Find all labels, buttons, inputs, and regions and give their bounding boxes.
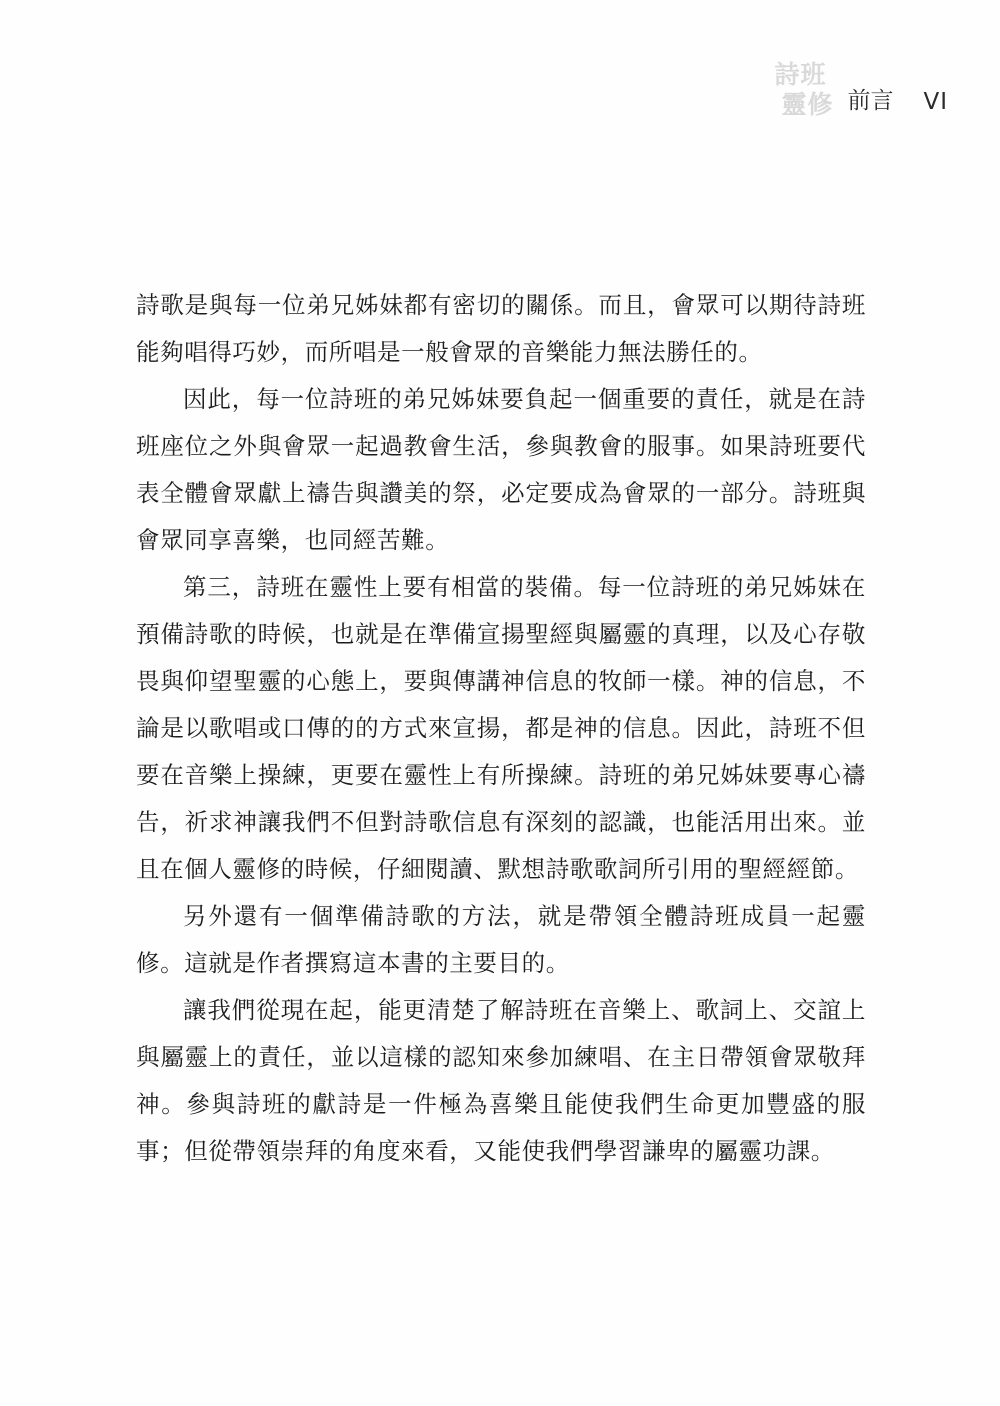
page-number: VI: [923, 89, 948, 115]
paragraph: 另外還有一個準備詩歌的方法，就是帶領全體詩班成員一起靈修。這就是作者撰寫這本書的主要目的。: [136, 902, 866, 977]
running-head: [767, 62, 948, 117]
paragraph: 讓我們從現在起，能更清楚了解詩班在音樂上、歌詞上、交誼上與屬靈上的責任，並以這樣的認知來參加練唱、在主日帶領會眾敬拜神。參與詩班的獻詩是一件極為喜樂且能使我們生命更加豐盛的服事；但從帶領崇拜的角度來看，又能使我們學習謙卑的屬靈功課。: [136, 996, 866, 1165]
book-logo-line-1: 詩班: [774, 60, 827, 89]
book-logo: [767, 62, 833, 117]
header-section-title: 前言: [847, 88, 894, 114]
paragraph: 詩歌是與每一位弟兄姊妹都有密切的關係。而且，會眾可以期待詩班能夠唱得巧妙，而所唱是一般會眾的音樂能力無法勝任的。: [136, 291, 866, 366]
body-text: [136, 282, 866, 1175]
paragraph: 第三，詩班在靈性上要有相當的裝備。每一位詩班的弟兄姊妹在預備詩歌的時候，也就是在準備宣揚聖經與屬靈的真理，以及心存敬畏與仰望聖靈的心態上，要與傳講神信息的牧師一樣。神的信息，不論是以歌唱或口傳的的方式來宣揚，都是神的信息。因此，詩班不但要在音樂上操練，更要在靈性上有所操練。詩班的弟兄姊妹要專心禱告，祈求神讓我們不但對詩歌信息有深刻的認識，也能活用出來。並且在個人靈修的時候，仔細閱讀、默想詩歌歌詞所引用的聖經經節。: [136, 573, 866, 883]
book-logo-line-2: 靈修: [781, 90, 834, 119]
paragraph: 因此，每一位詩班的弟兄姊妹要負起一個重要的責任，就是在詩班座位之外與會眾一起過教會生活，參與教會的服事。如果詩班要代表全體會眾獻上禱告與讚美的祭，必定要成為會眾的一部分。詩班與會眾同享喜樂，也同經苦難。: [136, 385, 866, 554]
